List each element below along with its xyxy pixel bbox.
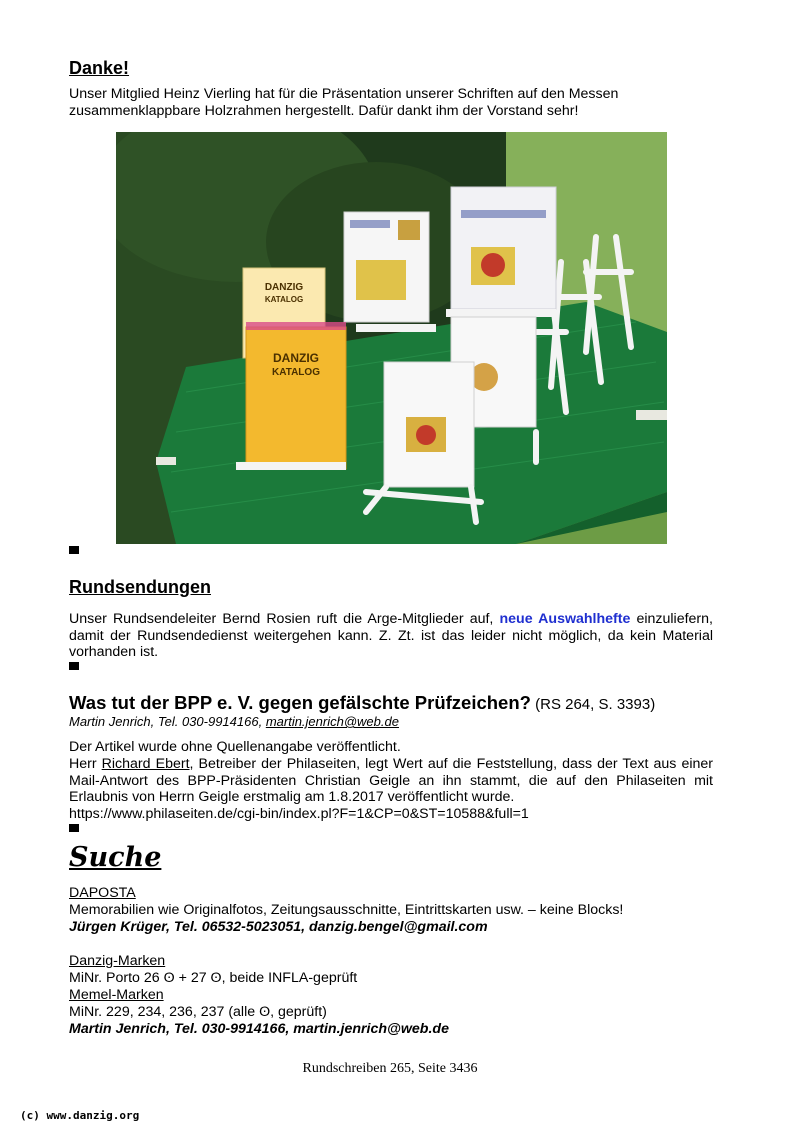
copyright-notice: (c) www.danzig.org <box>20 1109 140 1122</box>
danzig-label: Danzig-Marken <box>69 953 166 969</box>
book-subtitle: KATALOG <box>272 367 320 378</box>
rundsendungen-heading: Rundsendungen <box>69 577 211 597</box>
suche-heading: Suche <box>69 842 162 873</box>
auswahlhefte-highlight: neue Auswahlhefte <box>499 611 631 627</box>
danzig-text: MiNr. Porto 26 ʘ + 27 ʘ, beide INFLA-geprüft <box>69 970 358 986</box>
daposta-label: DAPOSTA <box>69 885 136 901</box>
bpp-author: Martin Jenrich, Tel. 030-9914166, martin.jenrich@web.de <box>69 714 399 729</box>
bpp-text: Herr Richard Ebert, Betreiber der Philaseiten, legt Wert auf die Feststellung, dass der Text aus einer Mail-Antwort des BPP-Präsidenten Christian Geigle an ihn stammt, die auf den Philaseiten mit Erlaubnis von Herrn Geigle erstmalig am 1.8.2017 veröffentlicht wurde. <box>69 756 713 805</box>
exhibition-photo <box>116 132 667 544</box>
memel-text: MiNr. 229, 234, 236, 237 (alle ʘ, geprüft) <box>69 1004 327 1020</box>
photo-illustration <box>116 132 667 544</box>
author-email-link[interactable]: martin.jenrich@web.de <box>265 714 399 729</box>
daposta-text: Memorabilien wie Originalfotos, Zeitungsausschnitte, Eintrittskarten usw. – keine Blocks! <box>69 902 624 918</box>
daposta-contact: Jürgen Krüger, Tel. 06532-5023051, danzig.bengel@gmail.com <box>69 919 488 935</box>
bullet-marker <box>69 662 79 670</box>
page-footer: Rundschreiben 265, Seite 3436 <box>302 1061 478 1076</box>
memel-label: Memel-Marken <box>69 987 164 1003</box>
bullet-marker <box>69 824 79 832</box>
book-title: DANZIG <box>264 282 304 293</box>
danke-text: Unser Mitglied Heinz Vierling hat für die Präsentation unserer Schriften auf den Messen zusammenklappbare Holzrahmen hergestellt. Dafür dankt ihm der Vorstand sehr! <box>69 86 619 119</box>
rundsendungen-text: Unser Rundsendeleiter Bernd Rosien ruft die Arge-Mitglieder auf, neue Auswahlhefte einzuliefern, damit der Rundsendedienst weitergehen kann. Z. Zt. ist das leider nicht möglich, da kein Material vorhanden ist. <box>69 611 713 660</box>
book-title: DANZIG <box>273 351 319 365</box>
bpp-heading: Was tut der BPP e. V. gegen gefälschte Prüfzeichen? (RS 264, S. 3393) <box>69 692 656 713</box>
bullet-marker <box>69 546 79 554</box>
bpp-line1: Der Artikel wurde ohne Quellenangabe veröffentlicht. <box>69 739 401 755</box>
bpp-url[interactable]: https://www.philaseiten.de/cgi-bin/index.pl?F=1&CP=0&ST=10588&full=1 <box>69 806 529 822</box>
memel-contact: Martin Jenrich, Tel. 030-9914166, martin.jenrich@web.de <box>69 1021 449 1037</box>
danke-heading: Danke! <box>69 58 130 78</box>
richard-ebert-link[interactable]: Richard Ebert <box>101 756 190 772</box>
book-subtitle: KATALOG <box>264 295 304 304</box>
